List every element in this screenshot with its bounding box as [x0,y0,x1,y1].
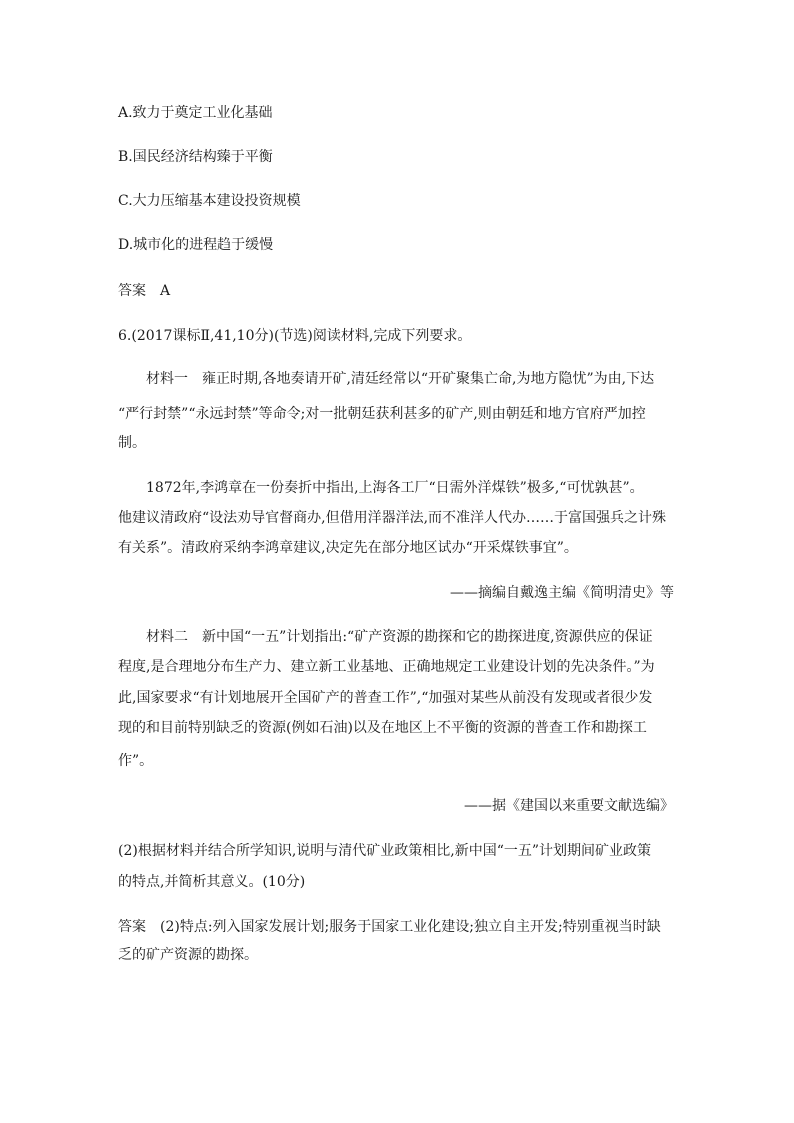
answer-2-line: 乏的矿产资源的勘探。 [118,947,258,963]
material-2-line: 程度,是合理地分布生产力、建立新工业基地、正确地规定工业建设计划的先决条件。”为 [118,659,655,675]
material-1-source: ——摘编自戴逸主编《简明清史》等 [450,585,674,601]
material-1-line: 材料一 雍正时期,各地奏请开矿,清廷经常以“开矿聚集亡命,为地方隐忧”为由,下达 [146,371,655,387]
answer-1-label: 答案 [118,283,146,299]
option-c: C.大力压缩基本建设投资规模 [118,193,301,209]
material-2-line: 作”。 [118,753,154,769]
material-2-source: ——据《建国以来重要文献选编》 [464,798,674,814]
question-stem: 6.(2017课标Ⅱ,41,10分)(节选)阅读材料,完成下列要求。 [118,328,472,344]
answer-1-value: A [160,283,171,299]
answer-2-label: 答案 [118,919,146,935]
answer-2-first-line [118,918,661,936]
subquestion-line: 的特点,并简析其意义。(10分) [118,874,306,890]
option-b: B.国民经济结构臻于平衡 [118,149,273,165]
material-1-para2-line: 有关系”。清政府采纳李鸿章建议,决定先在部分地区试办“开采煤铁事宜”。 [118,540,578,556]
option-a: A.致力于奠定工业化基础 [118,105,273,121]
answer-2-line: (2)特点:列入国家发展计划;服务于国家工业化建设;独立自主开发;特别重视当时缺 [160,919,661,935]
material-2-line: 材料二 新中国“一五”计划指出:“矿产资源的勘探和它的勘探进度,资源供应的保证 [146,629,653,645]
answer-1 [118,282,170,300]
subquestion-line: (2)根据材料并结合所学知识,说明与清代矿业政策相比,新中国“一五”计划期间矿业政策 [118,843,652,859]
option-d: D.城市化的进程趋于缓慢 [118,237,274,253]
material-1-line: 制。 [118,435,146,451]
material-2-line: 此,国家要求“有计划地展开全国矿产的普查工作”,“加强对某些从前没有发现或者很少发 [118,690,653,706]
material-1-para2-line: 1872年,李鸿章在一份奏折中指出,上海各工厂“日需外洋煤铁”极多,“可忧孰甚”。 [146,480,644,496]
material-1-line: “严行封禁”“永远封禁”等命令;对一批朝廷获利甚多的矿产,则由朝廷和地方官府严加控 [118,406,646,422]
material-2-line: 现的和目前特别缺乏的资源(例如石油)以及在地区上不平衡的资源的普查工作和勘探工 [118,720,647,736]
material-1-para2-line: 他建议清政府“设法劝导官督商办,但借用洋器洋法,而不准洋人代办……于富国强兵之计殊 [118,510,667,526]
